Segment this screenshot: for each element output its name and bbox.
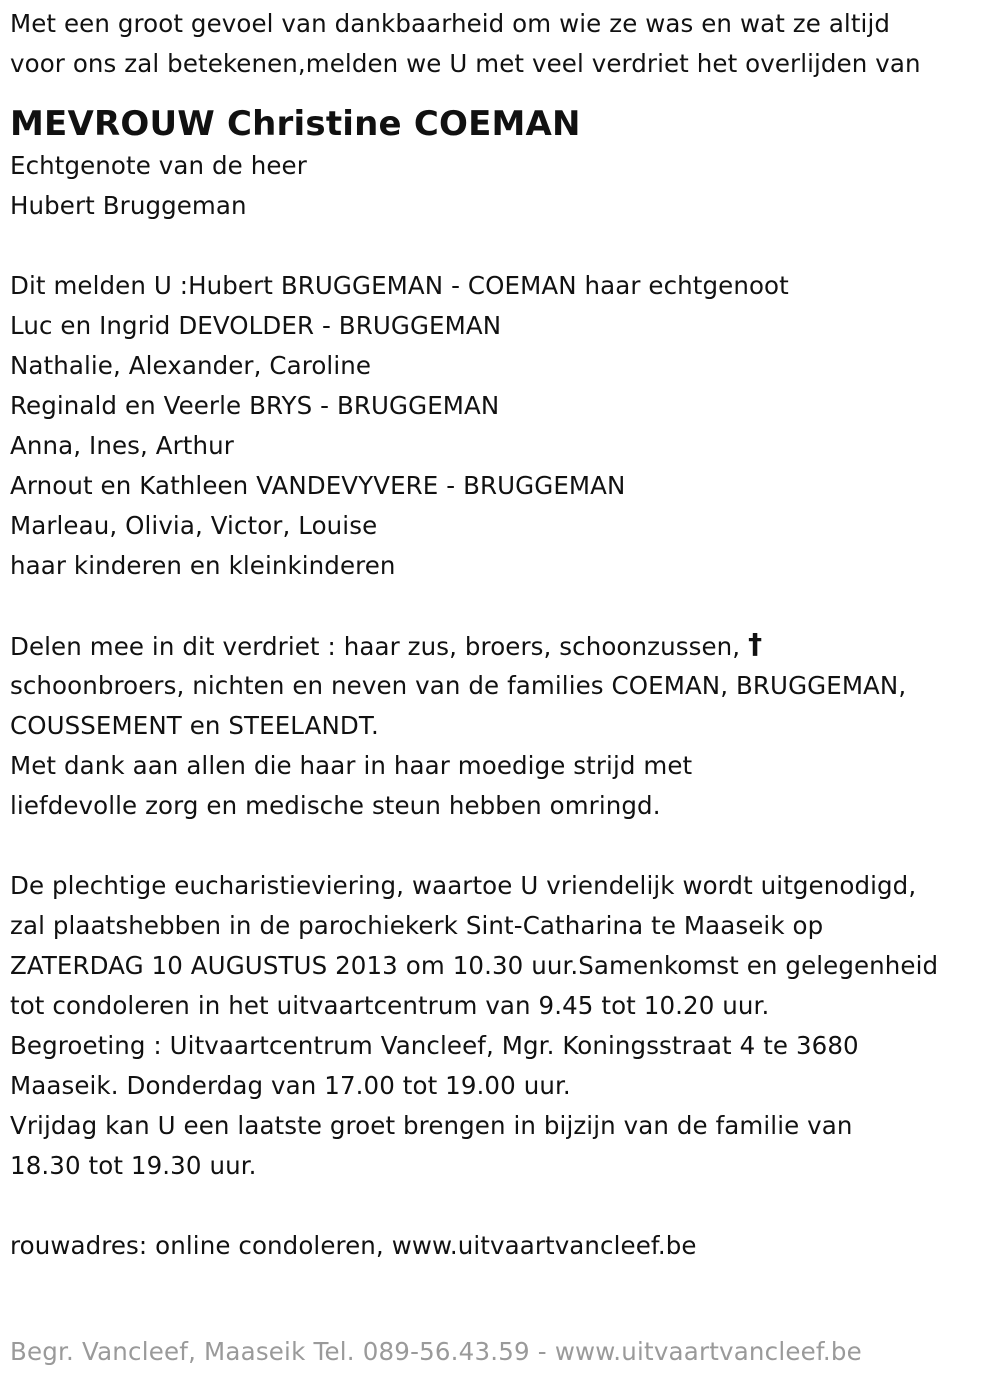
announcer-line: Reginald en Veerle BRYS - BRUGGEMAN (10, 391, 500, 420)
intro-line-2: voor ons zal betekenen,melden we U met veel verdriet het overlijden van (10, 49, 921, 78)
announcer-line: Nathalie, Alexander, Caroline (10, 351, 372, 380)
ceremony-line: Begroeting : Uitvaartcentrum Vancleef, Mgr. Koningsstraat 4 te 3680 (10, 1031, 859, 1060)
spacer (10, 1186, 995, 1226)
ceremony-line: zal plaatshebben in de parochiekerk Sint-Catharina te Maaseik op (10, 911, 824, 940)
ceremony-line: 18.30 tot 19.30 uur. (10, 1151, 257, 1180)
family-line: liefdevolle zorg en medische steun hebben omringd. (10, 791, 661, 820)
spacer (10, 586, 995, 626)
funeral-home-footer: Begr. Vancleef, Maaseik Tel. 089-56.43.59 - www.uitvaartvancleef.be (10, 1337, 862, 1366)
spacer (10, 226, 995, 266)
family-line: COUSSEMENT en STEELANDT. (10, 711, 379, 740)
ceremony-line: tot condoleren in het uitvaartcentrum van 9.45 tot 10.20 uur. (10, 991, 770, 1020)
relation-line-1: Echtgenote van de heer (10, 151, 307, 180)
ceremony-line: De plechtige eucharistieviering, waartoe U vriendelijk wordt uitgenodigd, (10, 871, 917, 900)
ceremony-line: ZATERDAG 10 AUGUSTUS 2013 om 10.30 uur.Samenkomst en gelegenheid (10, 951, 939, 980)
announcer-line: haar kinderen en kleinkinderen (10, 551, 396, 580)
death-notice (10, 4, 995, 1266)
ceremony-line: Maaseik. Donderdag van 17.00 tot 19.00 uur. (10, 1071, 571, 1100)
family-line: schoonbroers, nichten en neven van de families COEMAN, BRUGGEMAN, (10, 671, 907, 700)
family-first-line: Delen mee in dit verdriet : haar zus, broers, schoonzussen, (10, 632, 741, 661)
spacer (10, 826, 995, 866)
deceased-name: MEVROUW Christine COEMAN (10, 104, 581, 144)
announcer-line: Arnout en Kathleen VANDEVYVERE - BRUGGEMAN (10, 471, 626, 500)
announcer-line: Dit melden U :Hubert BRUGGEMAN - COEMAN haar echtgenoot (10, 271, 789, 300)
family-line: Met dank aan allen die haar in haar moedige strijd met (10, 751, 693, 780)
announcer-line: Luc en Ingrid DEVOLDER - BRUGGEMAN (10, 311, 502, 340)
ceremony-line: Vrijdag kan U een laatste groet brengen in bijzijn van de familie van (10, 1111, 853, 1140)
cross-icon: † (748, 627, 763, 660)
family-line-with-cross (10, 626, 995, 666)
intro-line-1: Met een groot gevoel van dankbaarheid om wie ze was en wat ze altijd (10, 9, 891, 38)
relation-line-2: Hubert Bruggeman (10, 191, 247, 220)
announcer-line: Anna, Ines, Arthur (10, 431, 234, 460)
mourning-address: rouwadres: online condoleren, www.uitvaartvancleef.be (10, 1231, 697, 1260)
announcer-line: Marleau, Olivia, Victor, Louise (10, 511, 378, 540)
